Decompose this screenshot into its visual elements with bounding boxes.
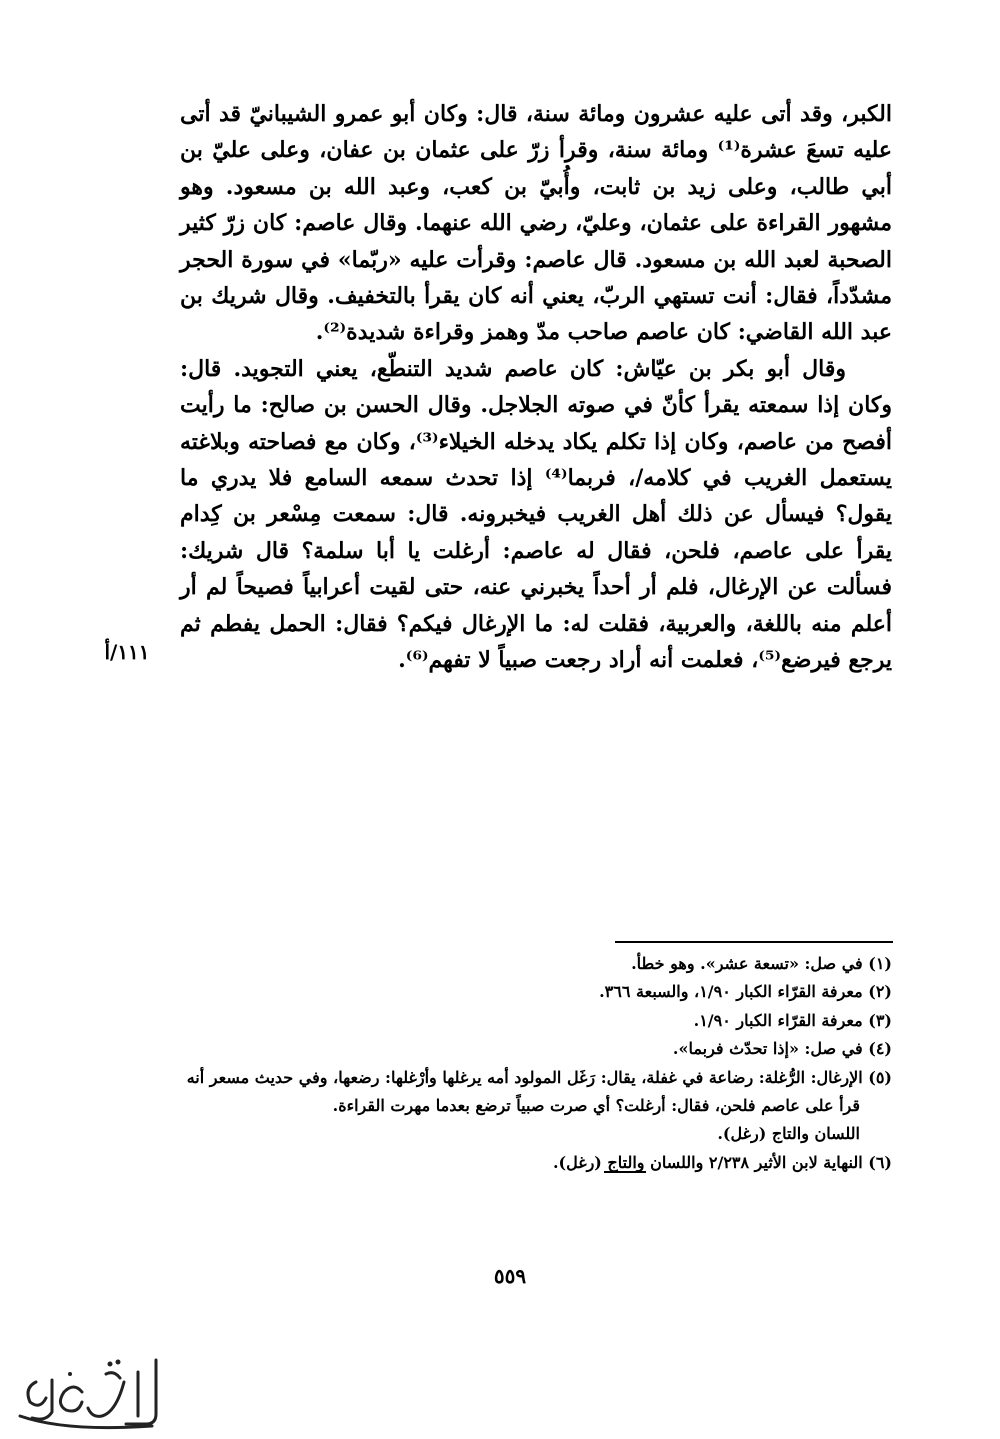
- calligraphy-seal-logo: [6, 1352, 166, 1434]
- paragraph-1: الكبر، وقد أتى عليه عشرون ومائة سنة، قال: وكان أبو عمرو الشيبانيّ قد أتى عليه تسعَ عشرة⁽¹⁾ ومائة سنة، وقرأ زرّ على عثمان بن عفان، وعلى عليّ بن أبي طالب، وعلى زيد بن ثابت، وأُبيّ بن كعب، وعبد الله بن مسعود. وهو مشهور القراءة على عثمان، وعليّ، رضي الله عنهما. وقال عاصم: كان زرّ كثير الصحبة لعبد الله بن مسعود. قال عاصم: وقرأت عليه «ربّما» في سورة الحجر مشدّداً، فقال: أنت تستهي الربّ، يعني أنه كان يقرأ بالتخفيف. وقال شريك بن عبد الله القاضي: كان عاصم صاحب مدّ وهمز وقراءة شديدة⁽²⁾.: [180, 101, 892, 346]
- footnote-6: (٦) النهاية لابن الأثير ٢/٢٣٨ واللسان والتاج (رغل).: [552, 1152, 892, 1172]
- footnote-5: (٥) الإرغال: الرُّغلة: رضاعة في غفلة، يقال: رَغَل المولود أمه يرغلها وأرْغلها: رضعها، وفي حديث مسعر أنه قرأ على عاصم فلحن، فقال: أرغلت؟ أي صرت صبياً ترضع بعدما مهرت القراءة.: [186, 1067, 892, 1116]
- footnote-1: (١) في صل: «تسعة عشر». وهو خطأ.: [631, 954, 892, 973]
- footnote-separator: [615, 941, 893, 943]
- paragraph-2: وقال أبو بكر بن عيّاش: كان عاصم شديد التنطّع، يعني التجويد. قال: وكان إذا سمعته يقرأ كأنّ في صوته الجلاجل. وقال الحسن بن صالح: ما رأيت أفصح من عاصم، وكان إذا تكلم يكاد يدخله الخيلاء⁽³⁾، وكان مع فصاحته وبلاغته يستعمل الغريب في كلامه/، فربما⁽⁴⁾ إذا تحدث سمعه السامع فلا يدري ما يقول؟ فيسأل عن ذلك أهل الغريب فيخبرونه. قال: سمعت مِسْعر بن كِدام يقرأ على عاصم، فلحن، فقال له عاصم: أرغلت يا أبا سلمة؟ قال شريك: فسألت عن الإرغال، فلم أر أحداً يخبرني عنه، حتى لقيت أعرابياً فصيحاً لم أر أعلم منه باللغة، والعربية، فقلت له: ما الإرغال فيكم؟ فقال: الحمل يفطم ثم يرجع فيرضع⁽⁵⁾، فعلمت أنه أراد رجعت صبياً لا تفهم⁽⁶⁾.: [180, 355, 893, 674]
- page-number: ٥٥٩: [493, 1264, 527, 1288]
- footnote-dash: [604, 1171, 646, 1173]
- footnote-3: (٣) معرفة القرّاء الكبار ١/٩٠.: [693, 1010, 892, 1030]
- main-text: [180, 96, 892, 679]
- footnotes: [180, 950, 892, 1177]
- footnote-4: (٤) في صل: «إذا تحدّث فربما».: [672, 1039, 892, 1059]
- footnote-2: (٢) معرفة القرّاء الكبار ١/٩٠، والسبعة ٣٦٦.: [599, 982, 892, 1002]
- manuscript-folio-reference: ١١١/أ: [104, 640, 150, 664]
- footnote-5-source: اللسان والتاج (رغل).: [717, 1124, 860, 1144]
